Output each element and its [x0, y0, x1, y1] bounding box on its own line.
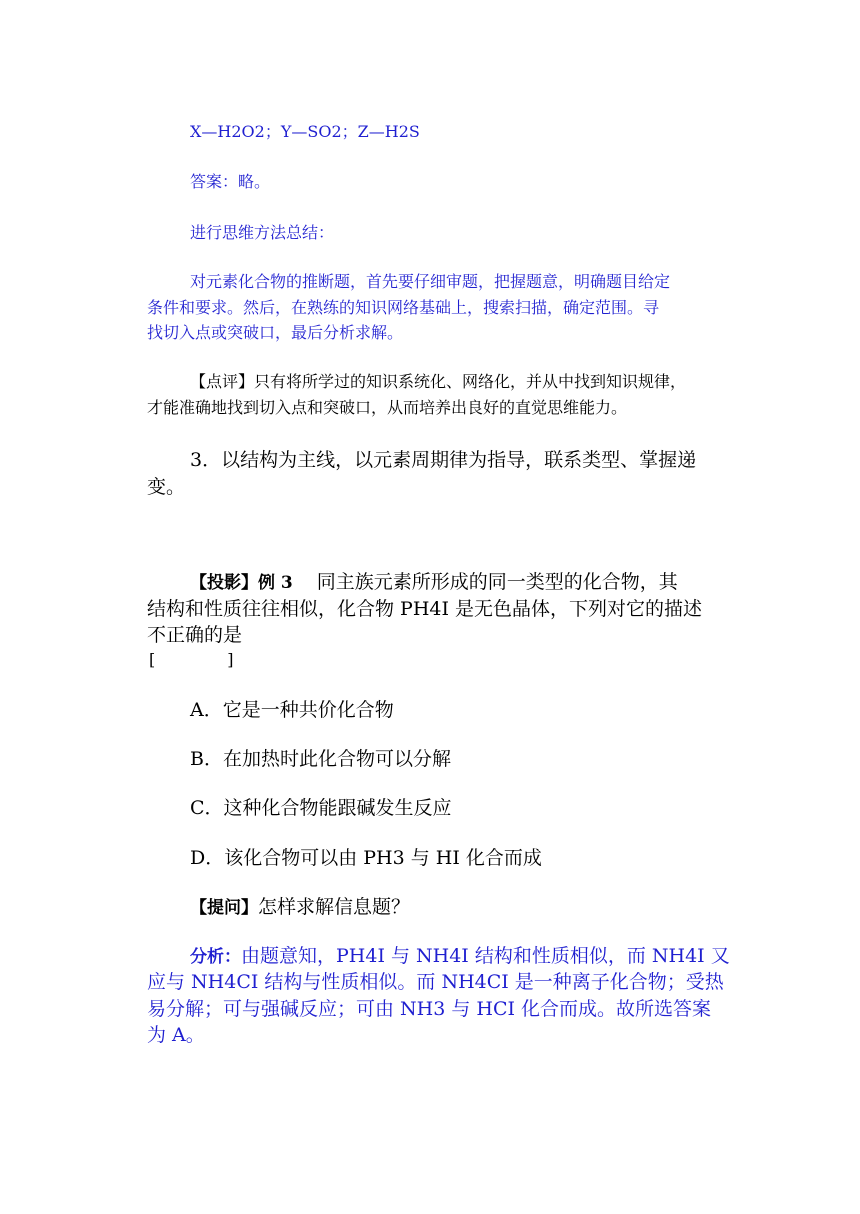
method-body-line: 对元素化合物的推断题，首先要仔细审题，把握题意，明确题目给定 — [190, 272, 671, 291]
comment-body-line: 只有将所学过的知识系统化、网络化，并从中找到知识规律， — [254, 372, 687, 391]
option-d: D．该化合物可以由 PH3 与 HI 化合而成 — [190, 847, 542, 869]
bracket-open: [ — [149, 650, 156, 669]
analysis-tag: 分析： — [190, 947, 241, 967]
analysis-line: 为 A。 — [147, 1024, 205, 1046]
point-3-line: 3．以结构为主线，以元素周期律为指导，联系类型、掌握递 — [190, 449, 697, 471]
analysis-text: 由题意知，PH4I 与 NH4I 结构和性质相似，而 NH4I 又 — [241, 945, 730, 967]
method-body-line: 找切入点或突破口，最后分析求解。 — [147, 323, 404, 342]
method-body-line: 条件和要求。然后，在熟练的知识网络基础上，搜索扫描，确定范围。寻 — [147, 298, 660, 317]
example-text: 同主族元素所形成的同一类型的化合物，其 — [316, 571, 678, 593]
analysis-line: 应与 NH4CI 结构与性质相似。而 NH4CI 是一种离子化合物；受热 — [147, 971, 724, 993]
question-line — [190, 894, 410, 921]
comment-tag: 【点评】 — [190, 372, 255, 391]
example-first-line — [190, 569, 678, 596]
option-b: B．在加热时此化合物可以分解 — [190, 748, 451, 770]
example-line: 不正确的是 — [147, 624, 243, 646]
point-3-line: 变。 — [147, 476, 186, 498]
answer-bracket — [149, 648, 234, 672]
comment-paragraph — [190, 370, 686, 394]
question-text: 怎样求解信息题？ — [258, 896, 411, 918]
question-tag: 【提问】 — [190, 898, 258, 918]
analysis-first-line — [190, 943, 730, 970]
option-a: A．它是一种共价化合物 — [190, 699, 394, 721]
xyz-line: X—H2O2；Y—SO2；Z—H2S — [190, 122, 420, 141]
method-heading: 进行思维方法总结： — [190, 223, 335, 242]
example-tag: 【投影】例 3 — [190, 573, 293, 593]
bracket-close: ] — [227, 650, 234, 669]
comment-body-line: 才能准确地找到切入点和突破口，从而培养出良好的直觉思维能力。 — [147, 398, 628, 417]
example-line: 结构和性质往往相似，化合物 PH4I 是无色晶体，下列对它的描述 — [147, 598, 703, 620]
analysis-line: 易分解；可与强碱反应；可由 NH3 与 HCI 化合而成。故所选答案 — [147, 998, 712, 1020]
answer-line: 答案：略。 — [190, 172, 271, 191]
option-c: C．这种化合物能跟碱发生反应 — [190, 797, 452, 819]
